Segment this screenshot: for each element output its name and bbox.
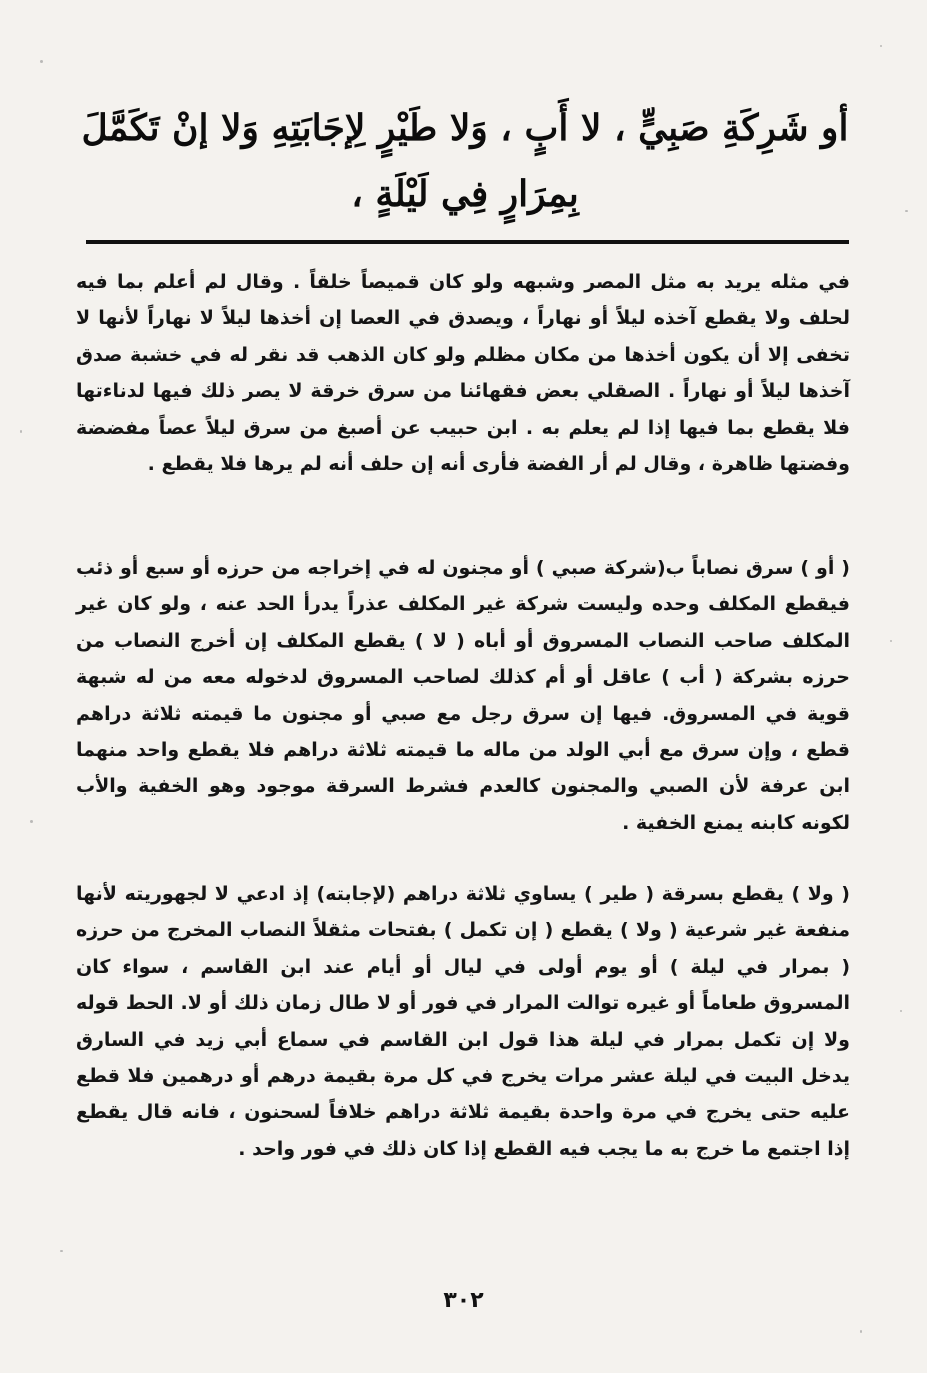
verse-heading-line-1: أو شَرِكَةِ صَبِيٍّ ، لا أَبٍ ، وَلا طَيْرٍ لِإجَابَتِهِ وَلا إنْ تَكَمَّلَ bbox=[81, 107, 849, 149]
scan-speck bbox=[30, 820, 33, 823]
scan-speck bbox=[880, 45, 882, 47]
scan-speck bbox=[905, 210, 908, 212]
scan-speck bbox=[900, 1010, 902, 1012]
scan-speck bbox=[20, 430, 22, 433]
page-number: ٣٠٢ bbox=[443, 1288, 484, 1313]
scan-speck bbox=[40, 60, 43, 63]
scan-speck bbox=[860, 1330, 862, 1333]
commentary-paragraph-3: ( ولا ) يقطع بسرقة ( طير ) يساوي ثلاثة دراهم (لإجابته) إذ ادعي لا لجهوريته لأنها منفعة غير شرعية ( ولا ) يقطع ( إن تكمل ) بفتحات مثقلاً النصاب المخرج من حرزه ( بمرار في ليلة ) أو يوم أولى في ليال أو أيام عند ابن القاسم ، سواء كان المسروق طعاماً أو غيره توالت المرار في فور أو لا طال زمان ذلك أو لا. الحط قوله ولا إن تكمل بمرار في ليلة هذا قول ابن القاسم في سماع أبي زيد في السارق يدخل البيت في ليلة عشر مرات يخرج في كل مرة بقيمة درهم أو درهمين فلا قطع عليه حتى يخرج في مرة واحدة بقيمة ثلاثة دراهم خلافاً لسحنون ، فانه قال يقطع إذا اجتمع ما خرج به ما يجب فيه القطع إذا كان ذلك في فور واحد . bbox=[76, 883, 850, 1160]
verse-heading-line-2: بِمِرَارٍ فِي لَيْلَةٍ ، bbox=[351, 173, 579, 215]
scan-speck bbox=[60, 1250, 63, 1252]
scan-speck bbox=[890, 640, 892, 642]
commentary-paragraph-1: في مثله يريد به مثل المصر وشبهه ولو كان قميصاً خلقاً . وقال لم أعلم بما فيه لحلف ولا يقطع آخذه ليلاً أو نهاراً ، ويصدق في العصا إن أخذها ليلاً لا نهاراً لأنها لا تخفى إلا أن يكون أخذها من مكان مظلم ولو كان الذهب قد نقر له في خشبة صدق آخذها ليلاً أو نهاراً . الصقلي بعض فقهائنا من سرق خرقة لا يصر ذلك فيها لدناءتها فلا يقطع بما فيها إذا لم يعلم به . ابن حبيب عن أصبغ من سرق ليلاً عصاً مفضضة وفضتها ظاهرة ، وقال لم أر الفضة فأرى أنه إن حلف أنه لم يرها فلا يقطع . bbox=[76, 271, 850, 476]
commentary-paragraph-2: ( أو ) سرق نصاباً ب(شركة صبي ) أو مجنون له في إخراجه من حرزه أو سبع أو ذئب فيقطع المكلف وحده وليست شركة غير المكلف عذراً يدرأ الحد عنه ، ولو كان غير المكلف صاحب النصاب المسروق أو أباه ( لا ) يقطع المكلف إن أخرج النصاب من حرزه بشركة ( أب ) عاقل أو أم كذلك لصاحب المسروق لدخوله معه من له شبهة قوية في المسروق. فيها إن سرق رجل مع صبي أو مجنون ما قيمته ثلاثة دراهم قطع ، وإن سرق مع أبي الولد من ماله ما قيمته ثلاثة دراهم فلا يقطع واحد منهما ابن عرفة لأن الصبي والمجنون كالعدم فشرط السرقة موجود وهو الخفية والأب لكونه كابنه يمنع الخفية . bbox=[76, 557, 850, 834]
heading-divider bbox=[86, 240, 849, 244]
